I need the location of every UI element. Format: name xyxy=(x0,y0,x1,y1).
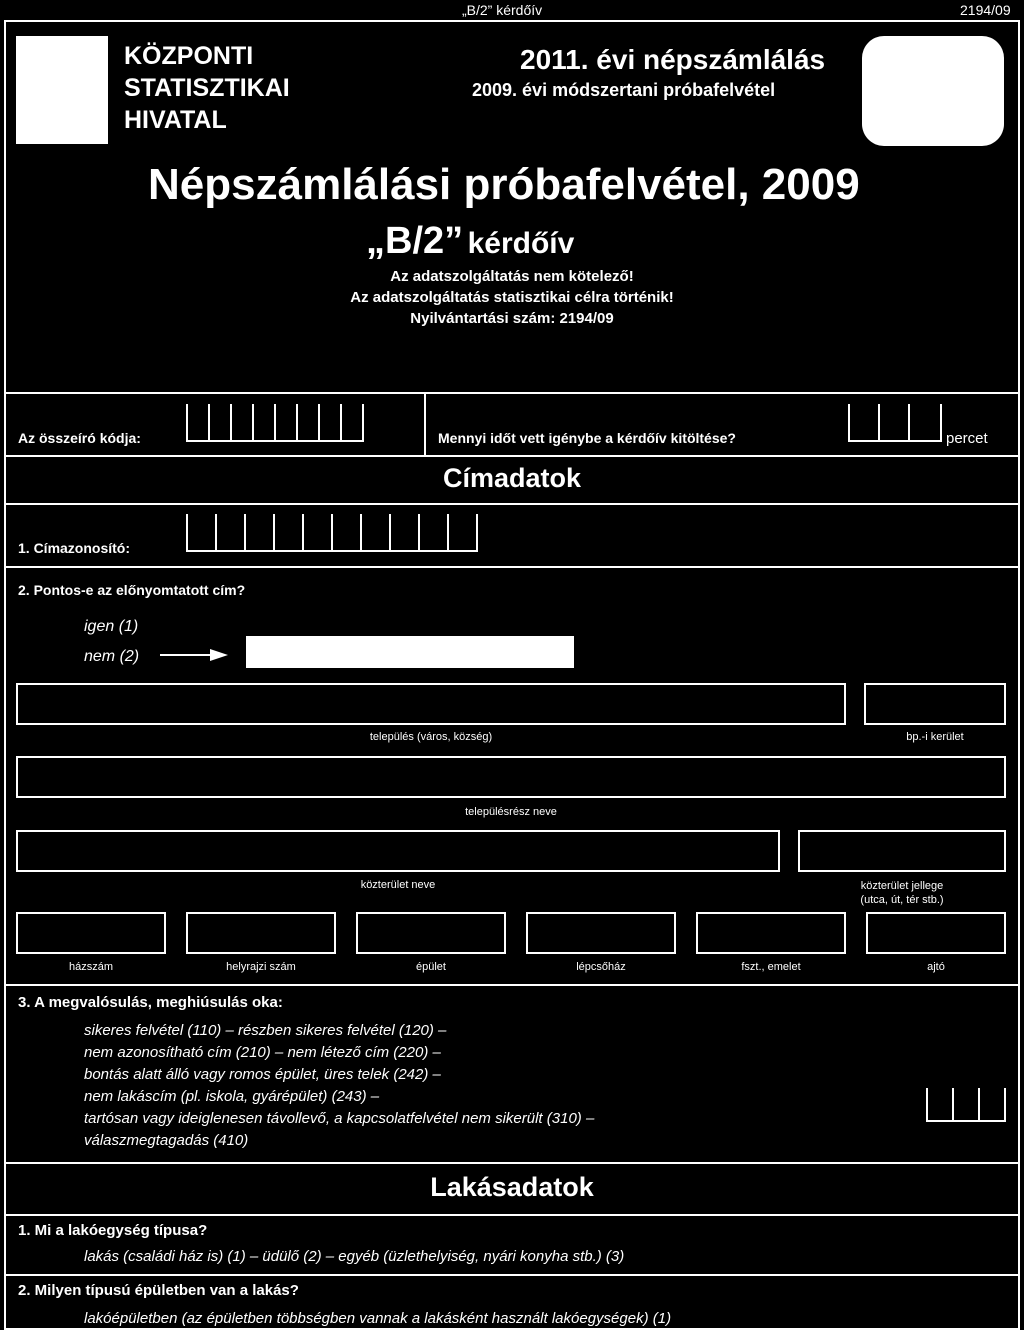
enumerator-code-label: Az összeíró kódja: xyxy=(18,430,141,446)
address-id-cell[interactable] xyxy=(418,514,447,552)
enumerator-code-cells[interactable] xyxy=(186,404,364,442)
q3-option: nem azonosítható cím (210) – nem létező cím (220) – xyxy=(84,1044,441,1061)
corrected-address-box[interactable] xyxy=(246,636,574,668)
separator-q1 xyxy=(4,566,1020,568)
settlement-part-field[interactable] xyxy=(16,756,1006,798)
separator-address-heading xyxy=(4,503,1020,505)
q3-option: válaszmegtagadás (410) xyxy=(84,1132,249,1149)
street-type-field[interactable] xyxy=(798,830,1006,872)
separator-q3 xyxy=(4,1162,1020,1164)
org-line-1: KÖZPONTI xyxy=(124,42,254,70)
dwelling-heading: Lakásadatok xyxy=(430,1172,594,1202)
arrow-icon xyxy=(160,648,230,662)
house-number-label: házszám xyxy=(68,961,114,973)
street-type-label-line-1: közterület jellege xyxy=(860,880,944,892)
dwelling-q1-options: lakás (családi ház is) (1) – üdülő (2) – egyéb (üzlethelyiség, nyári konyha stb.) (3) xyxy=(84,1248,625,1265)
q3-option: tartósan vagy ideiglenesen távollevő, a kapcsolatfelvétel nem sikerült (310) – xyxy=(84,1110,595,1127)
lot-number-label: helyrajzi szám xyxy=(226,961,296,973)
time-unit: percet xyxy=(946,430,988,447)
street-type-label xyxy=(798,879,1006,907)
census-title: 2011. évi népszámlálás xyxy=(520,44,826,75)
street-name-label: közterület neve xyxy=(360,879,436,891)
outcome-code-cells[interactable] xyxy=(926,1088,1006,1122)
note-registration: Nyilvántartási szám: 2194/09 xyxy=(410,310,614,327)
dwelling-q2-label: 2. Milyen típusú épületben van a lakás? xyxy=(18,1282,299,1299)
door-label: ajtó xyxy=(927,961,945,973)
street-name-field[interactable] xyxy=(16,830,780,872)
notes xyxy=(0,266,1024,329)
door-field[interactable] xyxy=(866,912,1006,954)
q3-option: bontás alatt álló vagy romos épület, üres telek (242) – xyxy=(84,1066,441,1083)
separator-codes-bottom xyxy=(4,455,1020,457)
census-subtitle: 2009. évi módszertani próbafelvétel xyxy=(472,80,776,100)
q3-option: sikeres felvétel (110) – részben sikeres felvétel (120) – xyxy=(84,1022,447,1039)
building-label: épület xyxy=(416,961,446,973)
main-title: Népszámlálási próbafelvétel, 2009 xyxy=(148,160,860,209)
code-cell[interactable] xyxy=(296,404,318,442)
org-line-3: HIVATAL xyxy=(124,106,227,134)
code-cell[interactable] xyxy=(186,404,208,442)
q3-outcome-label: 3. A megvalósulás, meghiúsulás oka: xyxy=(18,994,283,1011)
time-cells[interactable] xyxy=(848,404,942,442)
address-id-cell[interactable] xyxy=(360,514,389,552)
outcome-code-cell[interactable] xyxy=(926,1088,952,1122)
ksh-logo xyxy=(16,36,108,144)
address-id-cells[interactable] xyxy=(186,514,478,552)
option-no[interactable]: nem (2) xyxy=(84,648,140,665)
address-id-cell[interactable] xyxy=(331,514,360,552)
outcome-code-cell[interactable] xyxy=(978,1088,1006,1122)
time-question: Mennyi időt vett igénybe a kérdőív kitöltése? xyxy=(438,430,736,446)
separator-address-fields xyxy=(4,984,1020,986)
address-id-cell[interactable] xyxy=(447,514,478,552)
form-name: „B/2” kérdőív xyxy=(462,2,543,18)
form-code: 2194/09 xyxy=(960,2,1011,18)
floor-field[interactable] xyxy=(696,912,846,954)
lot-number-field[interactable] xyxy=(186,912,336,954)
org-line-2: STATISZTIKAI xyxy=(124,74,290,102)
separator-codes-top xyxy=(4,392,1020,394)
q2-address-correct-label: 2. Pontos-e az előnyomtatott cím? xyxy=(18,582,246,598)
outcome-code-cell[interactable] xyxy=(952,1088,978,1122)
time-cell[interactable] xyxy=(848,404,878,442)
separator-dwelling-q1 xyxy=(4,1274,1020,1276)
settlement-field[interactable] xyxy=(16,683,846,725)
note-purpose: Az adatszolgáltatás statisztikai célra történik! xyxy=(350,289,674,306)
time-cell[interactable] xyxy=(908,404,942,442)
address-heading: Címadatok xyxy=(442,463,582,493)
address-id-cell[interactable] xyxy=(215,514,244,552)
org-name xyxy=(124,40,290,136)
codes-divider xyxy=(424,392,426,456)
sub-title-quote: „B/2” xyxy=(366,220,464,262)
staircase-field[interactable] xyxy=(526,912,676,954)
staircase-label: lépcsőház xyxy=(576,961,626,973)
separator-dwelling-heading xyxy=(4,1214,1020,1216)
address-id-cell[interactable] xyxy=(389,514,418,552)
q3-option: nem lakáscím (pl. iskola, gyárépület) (243) – xyxy=(84,1088,380,1105)
address-id-cell[interactable] xyxy=(302,514,331,552)
code-cell[interactable] xyxy=(208,404,230,442)
code-cell[interactable] xyxy=(318,404,340,442)
street-type-label-line-2: (utca, út, tér stb.) xyxy=(860,894,944,906)
dwelling-q1-label: 1. Mi a lakóegység típusa? xyxy=(18,1222,208,1239)
settlement-label: település (város, község) xyxy=(369,731,493,743)
time-cell[interactable] xyxy=(878,404,908,442)
house-number-field[interactable] xyxy=(16,912,166,954)
q1-address-id-label: 1. Címazonosító: xyxy=(18,540,131,556)
address-id-cell[interactable] xyxy=(244,514,273,552)
code-cell[interactable] xyxy=(230,404,252,442)
sub-title-word: kérdőív xyxy=(467,227,575,260)
dwelling-q2-option: lakóépületben (az épületben többségben vannak a lakásként használt lakóegységek) (1) xyxy=(84,1310,672,1327)
building-field[interactable] xyxy=(356,912,506,954)
district-field[interactable] xyxy=(864,683,1006,725)
note-mandatory: Az adatszolgáltatás nem kötelező! xyxy=(390,268,634,285)
floor-label: fszt., emelet xyxy=(741,961,801,973)
barcode-label-area xyxy=(862,36,1004,146)
settlement-part-label: településrész neve xyxy=(465,806,557,818)
option-yes[interactable]: igen (1) xyxy=(84,618,139,635)
code-cell[interactable] xyxy=(252,404,274,442)
code-cell[interactable] xyxy=(274,404,296,442)
sub-title xyxy=(366,220,574,263)
address-id-cell[interactable] xyxy=(186,514,215,552)
address-id-cell[interactable] xyxy=(273,514,302,552)
code-cell[interactable] xyxy=(340,404,364,442)
district-label: bp.-i kerület xyxy=(906,731,964,743)
